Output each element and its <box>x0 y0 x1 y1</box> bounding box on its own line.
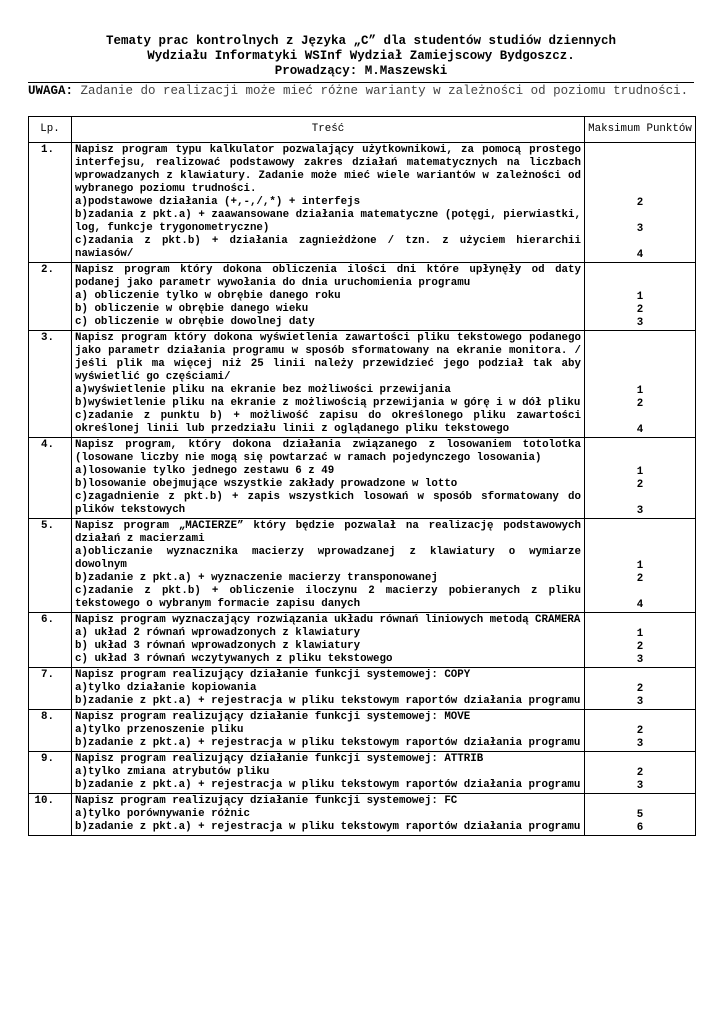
row-points <box>585 794 696 836</box>
points-value: 2 <box>636 640 644 653</box>
row-points <box>585 613 696 668</box>
table-row <box>29 263 696 331</box>
task-variant: b)zadanie z pkt.a) + rejestracja w pliku tekstowym raportów działania programu <box>75 779 581 791</box>
task-variant: a)tylko zmiana atrybutów pliku <box>75 766 270 778</box>
row-content <box>72 438 585 519</box>
task-description: Napisz program który dokona obliczenia ilości dni które upłynęły od daty podanej jako parametr wywołania do dnia uruchomienia programu <box>75 264 581 289</box>
row-points <box>585 143 696 263</box>
row-content <box>72 752 585 794</box>
points-value: 1 <box>636 465 644 478</box>
task-description: Napisz program, który dokona działania związanego z losowaniem totolotka (losowane liczby nie mogą się powtarzać w ramach pojedynczego losowania) <box>75 439 581 464</box>
table-row <box>29 613 696 668</box>
task-variant: b)zadanie z pkt.a) + wyznaczenie macierzy transponowanej <box>75 572 438 584</box>
points-value: 1 <box>636 559 644 572</box>
row-points <box>585 710 696 752</box>
task-description: Napisz program wyznaczający rozwiązania układu równań liniowych metodą CRAMERA <box>75 614 581 626</box>
task-variant: a)tylko porównywanie różnic <box>75 808 250 820</box>
table-body <box>29 143 696 836</box>
task-variant: b)zadanie z pkt.a) + rejestracja w pliku tekstowym raportów działania programu <box>75 695 581 707</box>
table-row <box>29 794 696 836</box>
task-variant: c) układ 3 równań wczytywanych z pliku tekstowego <box>75 653 393 665</box>
row-content <box>72 710 585 752</box>
table-row <box>29 668 696 710</box>
row-points <box>585 752 696 794</box>
task-variant: a) układ 2 równań wprowadzonych z klawiatury <box>75 627 361 639</box>
points-value: 1 <box>636 290 644 303</box>
task-variant: c)zadanie z pkt.b) + obliczenie iloczynu 2 macierzy pobieranych z pliku tekstowego o wybranym formacie zapisu danych <box>75 585 581 610</box>
table-row <box>29 519 696 613</box>
points-value: 2 <box>636 572 644 585</box>
task-variant: b)zadania z pkt.a) + zaawansowane działania matematyczne (potęgi, pierwiastki, log, funkcje trygonometryczne) <box>75 209 581 234</box>
points-value: 4 <box>636 423 644 436</box>
row-number: 9. <box>29 752 72 794</box>
note-paragraph <box>28 84 694 99</box>
task-variant: b)losowanie obejmujące wszystkie zakłady prowadzone w lotto <box>75 478 458 490</box>
task-description: Napisz program typu kalkulator pozwalający użytkownikowi, za pomocą prostego interfejsu, realizować podstawowy zakres działań matematycznych na liczbach wprowadzanych z klawiatury. Zadanie może mieć wiele wariantów w zależności od wybranego poziomu trudności. <box>75 144 581 195</box>
table-header-row <box>29 117 696 143</box>
row-points <box>585 438 696 519</box>
task-variant: c)zadania z pkt.b) + działania zagnieżdżone / tzn. z użyciem hierarchii nawiasów/ <box>75 235 581 260</box>
row-content <box>72 331 585 438</box>
row-number: 6. <box>29 613 72 668</box>
row-content <box>72 263 585 331</box>
task-variant: a)obliczanie wyznacznika macierzy wprowadzanej z klawiatury o wymiarze dowolnym <box>75 546 581 571</box>
points-value: 3 <box>636 653 644 666</box>
task-variant: a)tylko działanie kopiowania <box>75 682 257 694</box>
row-number: 4. <box>29 438 72 519</box>
row-points <box>585 668 696 710</box>
points-value: 2 <box>636 303 644 316</box>
points-value: 4 <box>636 598 644 611</box>
points-value: 6 <box>636 821 644 834</box>
points-value: 4 <box>636 248 644 261</box>
points-value: 5 <box>636 808 644 821</box>
points-value: 2 <box>636 478 644 491</box>
row-content <box>72 143 585 263</box>
task-variant: b)zadanie z pkt.a) + rejestracja w pliku tekstowym raportów działania programu <box>75 737 581 749</box>
task-variant: a) obliczenie tylko w obrębie danego roku <box>75 290 341 302</box>
header-content: Treść <box>72 117 585 143</box>
points-value: 2 <box>636 724 644 737</box>
table-row <box>29 710 696 752</box>
task-description: Napisz program realizujący działanie funkcji systemowej: COPY <box>75 669 471 681</box>
document-title <box>28 34 694 79</box>
row-number: 8. <box>29 710 72 752</box>
title-line-3: Prowadzący: M.Maszewski <box>274 64 448 78</box>
task-description: Napisz program „MACIERZE” który będzie pozwalał na realizację podstawowych działań z macierzami <box>75 520 581 545</box>
task-variant: a)wyświetlenie pliku na ekranie bez możliwości przewijania <box>75 384 451 396</box>
document-page <box>28 34 694 836</box>
task-variant: a)podstawowe działania (+,-,/,*) + interfejs <box>75 196 361 208</box>
points-value: 2 <box>636 682 644 695</box>
points-value: 3 <box>636 737 644 750</box>
row-content <box>72 613 585 668</box>
table-row <box>29 143 696 263</box>
points-value: 2 <box>636 196 644 209</box>
task-description: Napisz program realizujący działanie funkcji systemowej: MOVE <box>75 711 471 723</box>
header-lp: Lp. <box>29 117 72 143</box>
table-row <box>29 331 696 438</box>
task-variant: b) obliczenie w obrębie danego wieku <box>75 303 309 315</box>
task-variant: b)zadanie z pkt.a) + rejestracja w pliku tekstowym raportów działania programu <box>75 821 581 833</box>
points-value: 2 <box>636 766 644 779</box>
row-number: 1. <box>29 143 72 263</box>
row-number: 10. <box>29 794 72 836</box>
points-value: 1 <box>636 627 644 640</box>
points-value: 3 <box>636 695 644 708</box>
topics-table <box>28 116 696 836</box>
table-row <box>29 752 696 794</box>
task-variant: a)tylko przenoszenie pliku <box>75 724 244 736</box>
row-points <box>585 519 696 613</box>
points-value: 2 <box>636 397 644 410</box>
row-points <box>585 331 696 438</box>
row-content <box>72 668 585 710</box>
task-variant: b) układ 3 równań wprowadzonych z klawiatury <box>75 640 361 652</box>
row-content <box>72 519 585 613</box>
task-description: Napisz program realizujący działanie funkcji systemowej: FC <box>75 795 458 807</box>
task-variant: c)zagadnienie z pkt.b) + zapis wszystkich losowań w sposób sformatowany do plików tekstowych <box>75 491 581 516</box>
row-points <box>585 263 696 331</box>
task-variant: b)wyświetlenie pliku na ekranie z możliwością przewijania w górę i w dół pliku <box>75 397 581 409</box>
task-description: Napisz program który dokona wyświetlenia zawartości pliku tekstowego podanego jako parametr działania programu w sposób sformatowany na ekranie monitora. / jeśli plik ma więcej niż 25 linii należy przewidzieć jego podział tak aby wyświetlić go częściami/ <box>75 332 581 383</box>
row-number: 7. <box>29 668 72 710</box>
points-value: 1 <box>636 384 644 397</box>
note-text: Zadanie do realizacji może mieć różne warianty w zależności od poziomu trudności. <box>73 84 689 98</box>
task-variant: a)losowanie tylko jednego zestawu 6 z 49 <box>75 465 335 477</box>
points-value: 3 <box>636 504 644 517</box>
row-number: 2. <box>29 263 72 331</box>
header-points: Maksimum Punktów <box>585 117 696 143</box>
row-number: 3. <box>29 331 72 438</box>
task-variant: c)zadanie z punktu b) + możliwość zapisu do określonego pliku zawartości określonej linii lub przedziału linii z oglądanego pliku tekstowego <box>75 410 581 435</box>
title-line-2: Wydziału Informatyki WSInf Wydział Zamiejscowy Bydgoszcz. <box>147 49 575 63</box>
title-line-1: Tematy prac kontrolnych z Języka „C” dla studentów studiów dziennych <box>105 34 617 48</box>
table-row <box>29 438 696 519</box>
row-number: 5. <box>29 519 72 613</box>
points-value: 3 <box>636 316 644 329</box>
points-value: 3 <box>636 222 644 235</box>
header-divider <box>28 82 694 83</box>
row-content <box>72 794 585 836</box>
task-variant: c) obliczenie w obrębie dowolnej daty <box>75 316 315 328</box>
task-description: Napisz program realizujący działanie funkcji systemowej: ATTRIB <box>75 753 484 765</box>
note-label: UWAGA: <box>28 84 74 98</box>
points-value: 3 <box>636 779 644 792</box>
